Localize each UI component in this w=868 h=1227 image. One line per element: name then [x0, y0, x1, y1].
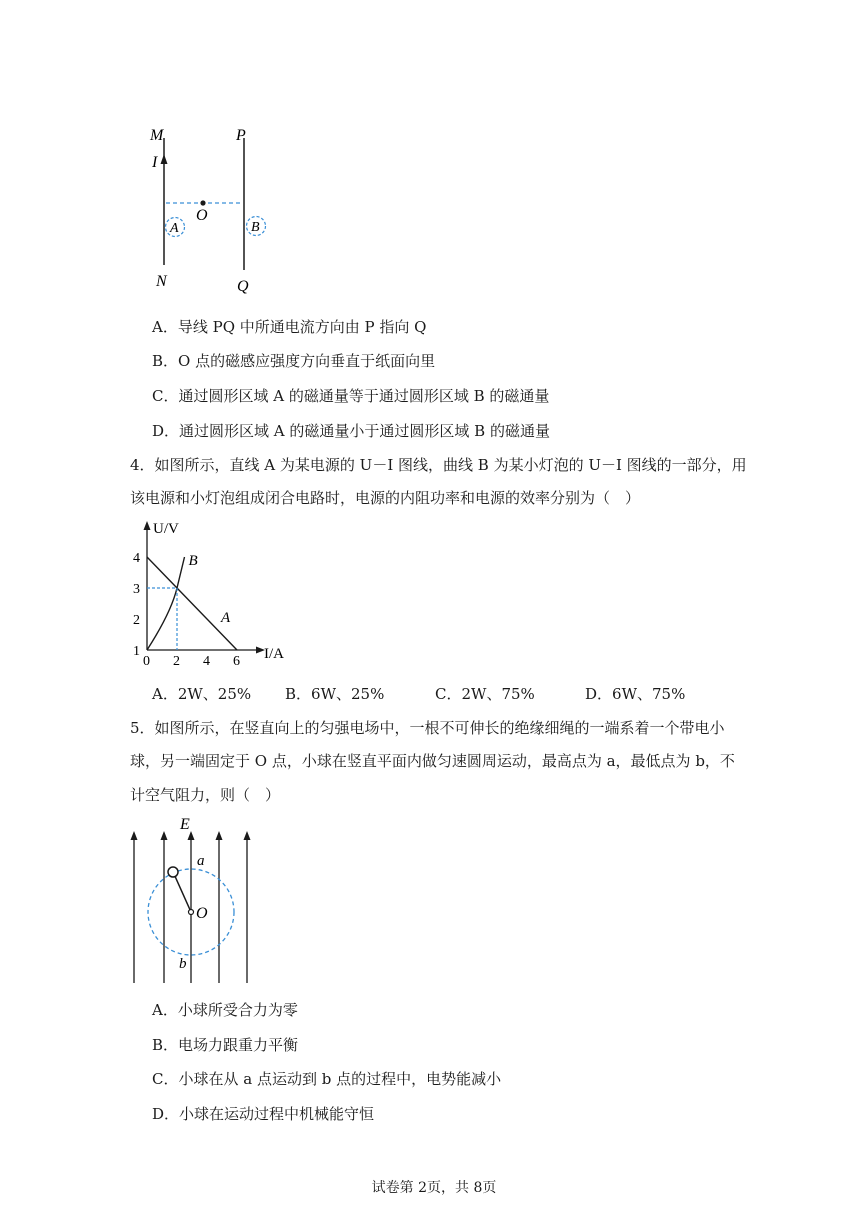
ui-chart-svg: [125, 515, 295, 670]
y-axis-arrow-icon: [144, 521, 151, 530]
q4-option-d: D．6W、75%: [585, 685, 686, 703]
q5-stem-line1: 5．如图所示，在竖直向上的匀强电场中，一根不可伸长的绝缘细绳的一端系着一个带电小: [130, 719, 725, 737]
x-tick-label: 0: [143, 654, 150, 669]
q3-option-c: C．通过圆形区域 A 的磁通量等于通过圆形区域 B 的磁通量: [152, 387, 550, 405]
x-tick-label: 2: [173, 654, 180, 669]
q3-option-d: D．通过圆形区域 A 的磁通量小于通过圆形区域 B 的磁通量: [152, 422, 550, 440]
label-p: P: [236, 127, 246, 144]
field-arrow-icon: [216, 831, 223, 840]
label-q: Q: [237, 278, 249, 295]
y-axis-label: U/V: [153, 521, 179, 537]
series-curve-b: [147, 557, 185, 650]
q4-stem-line1: 4．如图所示，直线 A 为某电源的 U－I 图线，曲线 B 为某小灯泡的 U－I 图线的一部分，用: [130, 456, 747, 474]
q5-option-c: C．小球在从 a 点运动到 b 点的过程中，电势能减小: [152, 1070, 502, 1088]
label-n: N: [156, 273, 167, 290]
x-axis-label: I/A: [264, 646, 284, 662]
figure-electric-field: [120, 815, 260, 990]
field-arrow-icon: [244, 831, 251, 840]
q4-option-b: B．6W、25%: [285, 685, 385, 703]
charged-ball: [168, 867, 178, 877]
label-b: B: [251, 220, 260, 235]
parallel-wires-diagram: [130, 120, 290, 300]
q5-option-b: B．电场力跟重力平衡: [152, 1036, 299, 1054]
label-a-point: a: [197, 853, 205, 869]
figure-parallel-wires: [130, 120, 290, 300]
electric-field-diagram: [120, 815, 260, 990]
pivot-o: [189, 910, 194, 915]
y-tick-label: 2: [133, 613, 140, 628]
figure-ui-chart: [125, 515, 295, 670]
label-a: A: [170, 221, 179, 236]
q4-option-c: C．2W、75%: [435, 685, 535, 703]
q3-option-a: A．导线 PQ 中所通电流方向由 P 指向 Q: [152, 318, 427, 336]
field-arrow-icon: [161, 831, 168, 840]
x-tick-label: 6: [233, 654, 240, 669]
q5-stem-line2: 球，另一端固定于 O 点，小球在竖直平面内做匀速圆周运动，最高点为 a，最低点为 b，不: [130, 752, 735, 770]
label-m: M: [150, 127, 164, 144]
q4-option-a: A．2W、25%: [152, 685, 252, 703]
y-tick-label: 4: [133, 551, 140, 566]
string: [174, 874, 191, 912]
x-tick-label: 4: [203, 654, 210, 669]
y-tick-label: 1: [133, 644, 140, 659]
q5-option-a: A．小球所受合力为零: [152, 1001, 298, 1019]
series-line-a: [147, 557, 237, 650]
field-lines: [131, 831, 251, 983]
y-tick-label: 3: [133, 582, 140, 597]
label-o-point: O: [196, 905, 208, 922]
point-o: [200, 200, 205, 205]
series-label-a: A: [221, 610, 231, 627]
q5-option-d: D．小球在运动过程中机械能守恒: [152, 1105, 375, 1123]
series-label-b: B: [188, 553, 198, 569]
field-arrow-icon: [131, 831, 138, 840]
current-arrow-icon: [161, 154, 168, 164]
label-b-point: b: [179, 956, 187, 972]
label-i: I: [152, 154, 158, 171]
page-footer: 试卷第 2页，共 8页: [371, 1180, 497, 1196]
q4-stem-line2: 该电源和小灯泡组成闭合电路时，电源的内阻功率和电源的效率分别为（ ）: [130, 489, 641, 507]
label-o: O: [196, 207, 208, 224]
label-e: E: [180, 816, 190, 833]
q5-stem-line3: 计空气阻力，则（ ）: [130, 786, 281, 804]
q3-option-b: B．O 点的磁感应强度方向垂直于纸面向里: [152, 352, 436, 370]
